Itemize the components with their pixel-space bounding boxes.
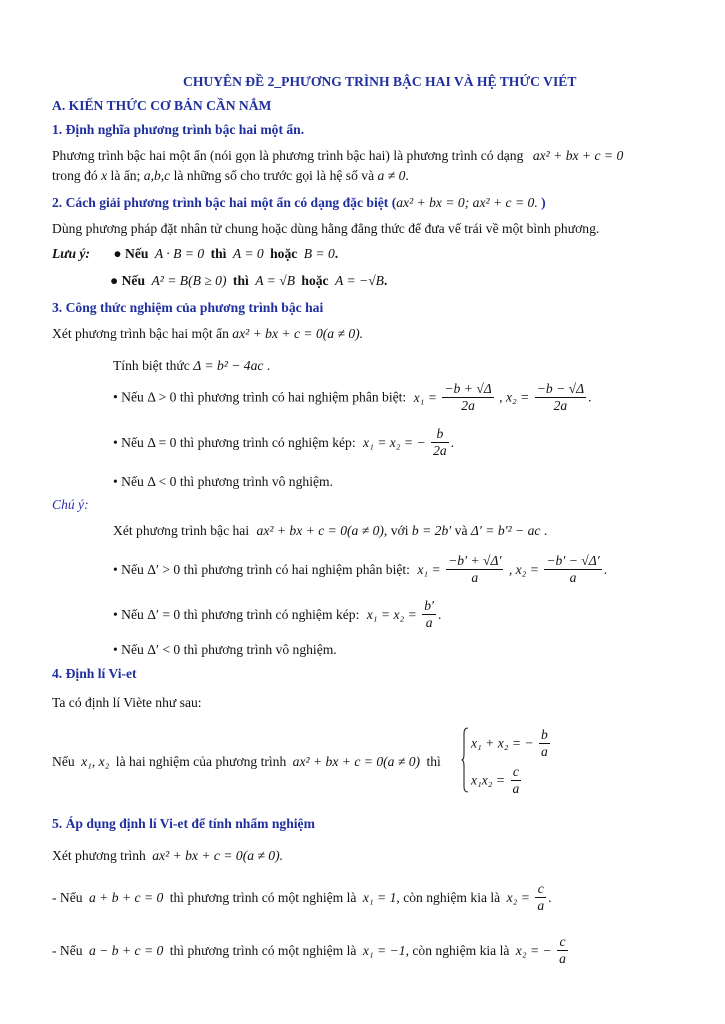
s3-intro — [52, 325, 363, 342]
s1-heading: 1. Định nghĩa phương trình bậc hai một ẩn. — [52, 122, 305, 137]
s3-note-case2-num: b′ — [424, 598, 435, 613]
s5-r1-cond: a + b + c = 0 — [88, 890, 164, 905]
s2-heading-text: 2. Cách giải phương trình bậc hai một ẩn có dạng đặc biệt ( — [52, 195, 397, 210]
s3-heading: 3. Công thức nghiệm của phương trình bậc hai — [52, 300, 324, 315]
s3-case2: • Nếu Δ = 0 thì phương trình có nghiệm kép: x₁ = x₂ = − $\frac{b}{2a}$ . — [113, 426, 455, 458]
s4-stmt-b: là hai nghiệm của phương trình — [115, 754, 287, 769]
s5-r2-x1: x₁ = −1 — [362, 943, 406, 958]
s4-stmt-eq: ax² + bx + c = 0(a ≠ 0) — [292, 754, 421, 769]
s5-r1-c: , còn nghiệm kia là — [396, 890, 501, 905]
s3-intro-math: ax² + bx + c = 0(a ≠ 0). — [232, 326, 364, 341]
s4-intro: Ta có định lí Viète như sau: — [52, 695, 202, 710]
s2-heading-end: ) — [541, 195, 546, 210]
s3-note-intro: Xét phương trình bậc hai ax² + bx + c = 0(a ≠ 0), với b = 2b′ và Δ′ = b′² − ac . — [113, 523, 548, 538]
s3-note-case1-x2: , x₂ = — [508, 562, 539, 577]
s4-statement — [52, 753, 441, 770]
s5-intro-text: Xét phương trình — [52, 848, 146, 863]
s5-rule1: - Nếu a + b + c = 0 thì phương trình có một nghiệm là x₁ = 1, còn nghiệm kia là x₂ = $\frac{c}{a}$ . — [52, 881, 552, 913]
s1-line1-math: ax² + bx + c = 0 — [532, 148, 624, 163]
s3-case1-frac1 — [442, 381, 493, 414]
s2-b2-r1: A = √B — [255, 273, 295, 288]
s3-note-case1-num1: −b′ + √Δ′ — [448, 553, 502, 568]
s3-note-b: b = 2b′ — [411, 523, 452, 538]
s3-note-and: và — [454, 523, 468, 538]
s3-note-case1-den2: a — [569, 570, 577, 585]
s3-note-intro-text: Xét phương trình bậc hai — [113, 523, 250, 538]
s5-r1-x2: x₂ = — [506, 890, 530, 905]
s1-line2-abc: a,b,c — [143, 168, 171, 183]
vieta-prod-lhs: x₁x₂ = — [471, 772, 506, 788]
s3-note-case3: • Nếu Δ′ < 0 thì phương trình vô nghiệm. — [113, 642, 337, 657]
s3-note-case2: • Nếu Δ′ = 0 thì phương trình có nghiệm kép: x₁ = x₂ = $\frac{b'}{a}$ . — [113, 598, 442, 630]
s1-line2-c: là những số cho trước gọi là hệ số và — [173, 168, 375, 183]
s1-line1-text: Phương trình bậc hai một ẩn (nói gọn là phương trình bậc hai) là phương trình có dạng — [52, 148, 524, 163]
s3-case2-x: x₁ = x₂ = − — [363, 435, 426, 450]
s3-case1: • Nếu Δ > 0 thì phương trình có hai nghiệm phân biệt: x₁ = $\frac{-b + √\Delta}{2a}$ , x₂ = $\frac{-b - √\Delta}{2a}$ . — [113, 381, 592, 413]
s3-note-case1-frac1 — [446, 553, 503, 586]
s5-r1-num: c — [535, 881, 546, 898]
s3-note-with: , với — [383, 523, 409, 538]
s2-b1-if: ● Nếu — [113, 246, 149, 261]
s3-note-case1: • Nếu Δ′ > 0 thì phương trình có hai nghiệm phân biệt: x₁ = $\frac{-b' + √\Delta'}{a}$ , x₂ = $\frac{-b' - √\Delta'}{a}$ . — [113, 553, 608, 585]
s5-heading: 5. Áp dụng định lí Vi-et để tính nhẩm nghiệm — [52, 816, 315, 831]
s5-r2-cond: a − b + c = 0 — [88, 943, 164, 958]
s2-b2-then: thì — [232, 273, 249, 288]
vieta-system — [461, 727, 581, 797]
s3-delta-math: Δ = b² − 4ac — [193, 358, 264, 373]
s3-note-case2-den: a — [425, 615, 433, 630]
s5-r2-a: - Nếu — [52, 943, 83, 958]
s5-intro-math: ax² + bx + c = 0(a ≠ 0). — [152, 848, 284, 863]
s4-stmt-then: thì — [426, 754, 441, 769]
s2-b1-r1: A = 0 — [232, 246, 264, 261]
s3-note-case1-num2: −b′ − √Δ′ — [546, 553, 600, 568]
vieta-prod-num: c — [511, 764, 522, 781]
vieta-prod-frac — [511, 764, 522, 797]
s1-line2-cond: a ≠ 0 — [377, 168, 406, 183]
s2-b2-if: ● Nếu — [110, 273, 146, 288]
s2-b2-cond: A² = B(B ≥ 0) — [151, 273, 227, 288]
s3-note-delta: Δ′ = b′² − ac — [470, 523, 541, 538]
vieta-product — [471, 764, 523, 797]
s3-case2-frac — [431, 426, 449, 459]
s3-case3: • Nếu Δ < 0 thì phương trình vô nghiệm. — [113, 474, 333, 489]
s3-note-intro-math: ax² + bx + c = 0(a ≠ 0) — [256, 523, 384, 538]
s1-line2-a: trong đó — [52, 168, 98, 183]
s1-line1 — [52, 147, 623, 164]
s3-case2-text: • Nếu Δ = 0 thì phương trình có nghiệm kép: — [113, 435, 356, 450]
s3-case1-num2: −b − √Δ — [536, 381, 585, 396]
vieta-sum-den: a — [541, 744, 548, 759]
s1-line2-end: . — [405, 168, 409, 183]
s4-stmt-x: x₁, x₂ — [81, 754, 110, 769]
s5-r2-den: a — [559, 951, 566, 966]
s3-case2-den: 2a — [433, 443, 447, 458]
s1-line2-x: x — [101, 168, 108, 183]
page-title: CHUYÊN ĐỀ 2_PHƯƠNG TRÌNH BẬC HAI VÀ HỆ THỨC VIÉT — [183, 74, 577, 89]
s3-case1-x2: , x₂ = — [499, 389, 530, 405]
s3-note-case1-den1: a — [471, 570, 479, 585]
s2-note-row2: ● Nếu A² = B(B ≥ 0) thì A = √B hoặc A = −√B. — [110, 273, 388, 288]
s3-case1-text: • Nếu Δ > 0 thì phương trình có hai nghiệm phân biệt: — [113, 389, 407, 405]
s2-b1-r2: B = 0 — [303, 246, 335, 261]
s3-note-case2-text: • Nếu Δ′ = 0 thì phương trình có nghiệm kép: — [113, 607, 360, 622]
s3-delta-text: Tính biệt thức — [113, 358, 190, 373]
s2-b1-cond: A · B = 0 — [154, 246, 205, 261]
s3-delta: Tính biệt thức Δ = b² − 4ac . — [113, 358, 271, 373]
brace-icon — [461, 727, 469, 793]
vieta-sum-num: b — [541, 727, 548, 742]
s5-intro — [52, 847, 283, 864]
s4-stmt-a: Nếu — [52, 754, 75, 769]
s2-b2-or: hoặc — [301, 273, 329, 288]
s2-note-row1: Lưu ý: ● Nếu A · B = 0 thì A = 0 hoặc B = 0. — [52, 246, 339, 261]
s3-case1-x1: x₁ = — [413, 389, 437, 405]
s2-note-label: Lưu ý: — [52, 246, 90, 261]
s4-heading: 4. Định lí Vi-et — [52, 666, 137, 681]
s2-b1-or: hoặc — [270, 246, 298, 261]
s5-r2-frac — [557, 934, 568, 967]
section-a-heading: A. KIẾN THỨC CƠ BẢN CẦN NẮM — [52, 98, 272, 113]
s1-line2-b: là ẩn; — [110, 168, 141, 183]
s5-r1-x1: x₁ = 1 — [362, 890, 397, 905]
vieta-prod-den: a — [512, 781, 520, 796]
s2-b1-then: thì — [210, 246, 227, 261]
vieta-sum-lhs: x₁ + x₂ = − — [471, 735, 534, 751]
s3-case1-num1: −b + √Δ — [444, 381, 492, 396]
s3-note-case1-frac2 — [544, 553, 601, 586]
s5-r1-frac — [535, 881, 546, 914]
s3-case2-num: b — [431, 426, 449, 443]
s5-r2-b: thì phương trình có một nghiệm là — [169, 943, 357, 958]
s5-r2-num: c — [557, 934, 568, 951]
s3-case1-frac2 — [535, 381, 586, 414]
s5-r1-a: - Nếu — [52, 890, 83, 905]
vieta-sum — [471, 727, 552, 760]
s3-case1-den1: 2a — [461, 398, 475, 413]
s3-note-label: Chú ý: — [52, 497, 89, 512]
s3-intro-text: Xét phương trình bậc hai một ẩn — [52, 326, 229, 341]
vieta-sum-frac — [539, 727, 550, 760]
s2-b2-r2: A = −√B — [335, 273, 384, 288]
s5-rule2 — [52, 934, 570, 967]
s3-note-case1-text: • Nếu Δ′ > 0 thì phương trình có hai nghiệm phân biệt: — [113, 562, 410, 577]
s5-r1-b: thì phương trình có một nghiệm là — [169, 890, 357, 905]
s2-heading-math: ax² + bx = 0; ax² + c = 0. — [396, 195, 538, 210]
s1-line2 — [52, 167, 409, 184]
s3-note-case2-x: x₁ = x₂ = — [366, 607, 417, 622]
s3-note-case1-x1: x₁ = — [417, 562, 441, 577]
s3-note-case2-frac — [422, 598, 436, 631]
s2-heading — [52, 194, 546, 211]
s3-case1-den2: 2a — [553, 398, 568, 413]
s5-r1-den: a — [537, 898, 545, 913]
s5-r2-c: , còn nghiệm kia là — [405, 943, 510, 958]
s5-r2-x2: x₂ = − — [515, 943, 552, 958]
s2-desc: Dùng phương pháp đặt nhân tử chung hoặc dùng hằng đẳng thức để đưa vế trái về một bình phương. — [52, 221, 600, 236]
